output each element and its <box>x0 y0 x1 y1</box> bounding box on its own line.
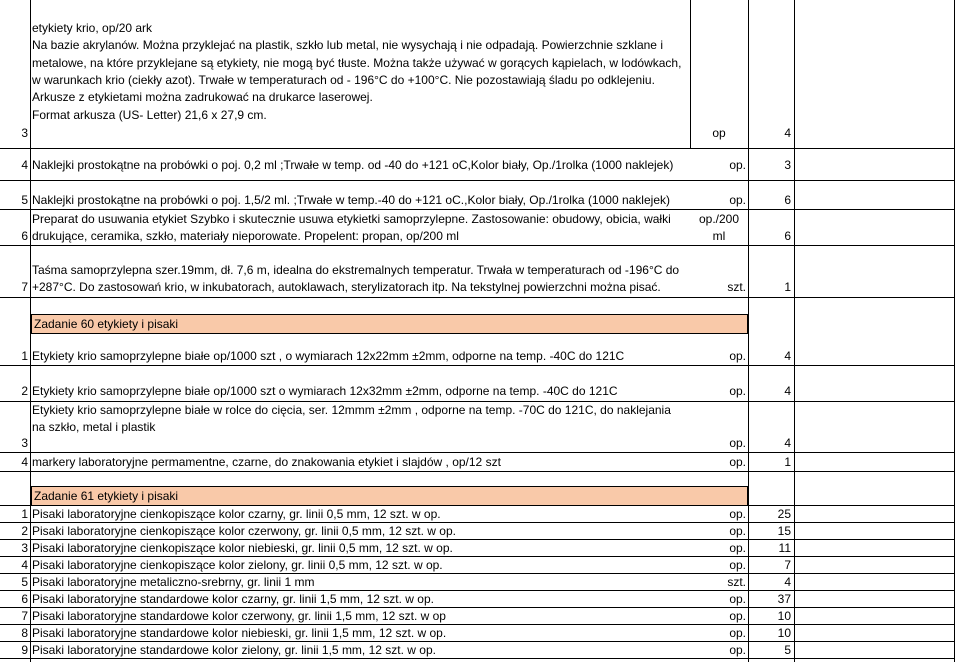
item-description: Pisaki laboratoryjne cienkopiszące kolor niebieski, gr. linii 0,5 mm, 12 szt. w op. <box>32 541 453 555</box>
item-unit: ml <box>712 229 726 243</box>
item-unit: op. <box>729 558 746 572</box>
item-unit: szt. <box>727 280 746 294</box>
item-description: Pisaki laboratoryjne cienkopiszące kolor czerwony, gr. linii 0,5 mm, 12 szt. w op. <box>32 524 456 538</box>
item-number: 3 <box>21 541 28 555</box>
item-unit: op <box>712 126 726 140</box>
item-unit: op./200 <box>698 212 740 226</box>
item-unit: szt. <box>727 575 746 589</box>
item-description: Etykiety krio samoprzylepne białe op/1000 szt o wymiarach 12x32mm ±2mm, odporne na temp. -40C do 121C <box>32 384 618 398</box>
grid-line <box>0 658 955 659</box>
item-quantity: 5 <box>784 643 791 657</box>
item-number: 6 <box>21 229 28 243</box>
item-unit: op. <box>729 349 746 363</box>
item-description-line: +287°C. Do zastosowań krio, w inkubatorach, autoklawach, sterylizatorach itp. Na tekstylnej powierzchni można pisać. <box>32 280 661 294</box>
item-number: 3 <box>21 126 28 140</box>
grid-line <box>954 0 955 662</box>
item-number: 7 <box>21 280 28 294</box>
grid-line <box>0 365 955 366</box>
item-number: 5 <box>21 575 28 589</box>
item-quantity: 3 <box>784 158 791 172</box>
item-unit: op. <box>729 507 746 521</box>
item-quantity: 4 <box>784 384 791 398</box>
grid-line <box>0 209 955 210</box>
item-quantity: 1 <box>784 455 791 469</box>
item-unit: op. <box>729 436 746 450</box>
item-quantity: 10 <box>777 626 791 640</box>
grid-line <box>794 0 795 662</box>
item-number: 2 <box>21 384 28 398</box>
item-description-line: drukujące, ceramika, szkło, materiały nieporowate. Propelent: propan, op/200 ml <box>32 229 459 243</box>
item-unit: op. <box>729 524 746 538</box>
item-quantity: 1 <box>784 280 791 294</box>
item-unit: op. <box>729 384 746 398</box>
item-unit: op. <box>729 643 746 657</box>
item-unit: op. <box>729 193 746 207</box>
grid-line <box>0 180 955 181</box>
grid-line <box>0 297 955 298</box>
item-quantity: 37 <box>777 592 791 606</box>
item-number: 1 <box>21 507 28 521</box>
item-description: Naklejki prostokątne na probówki o poj. 0,2 ml ;Trwałe w temp. od -40 do +121 oC,Kolor biały, Op./1rolka (1000 naklejek) <box>32 158 674 172</box>
item-unit: op. <box>729 541 746 555</box>
item-description-line: Preparat do usuwania etykiet Szybko i skutecznie usuwa etykietki samoprzylepne. Zastosowanie: obudowy, obicia, wałki <box>32 212 671 226</box>
item-number: 4 <box>21 558 28 572</box>
item-description: Pisaki laboratoryjne standardowe kolor czerwony, gr. linii 1,5 mm, 12 szt. w op <box>32 609 446 623</box>
item-description-line: na szkło, metal i plastik <box>32 420 156 434</box>
item-unit: op. <box>729 592 746 606</box>
item-number: 1 <box>21 349 28 363</box>
item-description-line: Etykiety krio samoprzylepne białe w rolce do cięcia, ser. 12mmm ±2mm , odporne na temp. -70C do 121C, do naklejania <box>32 403 671 417</box>
item-description: Pisaki laboratoryjne cienkopiszące kolor czarny, gr. linii 0,5 mm, 12 szt. w op. <box>32 507 441 521</box>
grid-line <box>0 245 955 246</box>
item-quantity: 4 <box>784 436 791 450</box>
item-quantity: 11 <box>778 541 791 555</box>
item-number: 4 <box>21 158 28 172</box>
item-quantity: 15 <box>777 524 791 538</box>
item-unit: op. <box>729 158 746 172</box>
item-description: Pisaki laboratoryjne standardowe kolor czarny, gr. linii 1,5 mm, 12 szt. w op. <box>32 592 434 606</box>
grid-line <box>0 148 955 149</box>
item-unit: op. <box>729 626 746 640</box>
item-number: 5 <box>21 193 28 207</box>
item-description-line: Arkusze z etykietami można zadrukować na drukarce laserowej. <box>32 90 373 104</box>
item-number: 2 <box>21 524 28 538</box>
item-description: Naklejki prostokątne na probówki o poj. 1,5/2 ml. ;Trwałe w temp.-40 do +121 oC.,Kolor biały, Op./1rolka (1000 naklejek) <box>32 193 670 207</box>
item-number: 7 <box>21 609 28 623</box>
item-description-line: Taśma samoprzylepna szer.19mm, dł. 7,6 m, idealna do ekstremalnych temperatur. Trwała w temperaturach od -196°C do <box>32 263 680 277</box>
item-quantity: 25 <box>777 507 791 521</box>
item-unit: op. <box>729 455 746 469</box>
item-description: Etykiety krio samoprzylepne białe op/1000 szt , o wymiarach 12x22mm ±2mm, odporne na temp. -40C do 121C <box>32 349 625 363</box>
item-number: 9 <box>21 643 28 657</box>
item-quantity: 4 <box>784 349 791 363</box>
item-description: Pisaki laboratoryjne standardowe kolor zielony, gr. linii 1,5 mm, 12 szt. w op. <box>32 643 436 657</box>
item-description-line: w warunkach krio (ciekły azot). Trwałe w temperaturach od - 196°C do +100°C. Nie pozostawiają śladu po odklejeniu. <box>32 73 655 87</box>
section-title: Zadanie 61 etykiety i pisaki <box>34 489 179 503</box>
section-title: Zadanie 60 etykiety i pisaki <box>34 317 179 331</box>
item-quantity: 6 <box>784 229 791 243</box>
item-number: 3 <box>21 436 28 450</box>
item-description: markery laboratoryjne permamentne, czarne, do znakowania etykiet i slajdów , op/12 szt <box>32 455 501 469</box>
item-description-line: Format arkusza (US- Letter) 21,6 x 27,9 cm. <box>32 108 267 122</box>
item-quantity: 6 <box>784 193 791 207</box>
item-number: 8 <box>21 626 28 640</box>
item-quantity: 4 <box>784 126 791 140</box>
grid-line <box>0 452 955 453</box>
item-description-line: etykiety krio, op/20 ark <box>32 21 153 35</box>
item-number: 4 <box>21 455 28 469</box>
grid-line <box>0 471 955 472</box>
item-description: Pisaki laboratoryjne standardowe kolor niebieski, gr. linii 1,5 mm, 12 szt. w op. <box>32 626 447 640</box>
item-description: Pisaki laboratoryjne cienkopiszące kolor zielony, gr. linii 0,5 mm, 12 szt. w op. <box>32 558 443 572</box>
item-description-line: metalowe, na które przyklejane są etykiety, nie mogą być tłuste. Można także używać w gorących kąpielach, w lodówkach, <box>32 56 682 70</box>
item-description: Pisaki laboratoryjne metaliczno-srebrny, gr. linii 1 mm <box>32 575 315 589</box>
item-description-line: Na bazie akrylanów. Można przyklejać na plastik, szkło lub metal, nie wysychają i nie odpadają. Powierzchnie szklane i <box>32 38 663 52</box>
item-quantity: 10 <box>777 609 791 623</box>
item-quantity: 7 <box>784 558 791 572</box>
item-number: 6 <box>21 592 28 606</box>
item-quantity: 4 <box>784 575 791 589</box>
item-unit: op. <box>729 609 746 623</box>
